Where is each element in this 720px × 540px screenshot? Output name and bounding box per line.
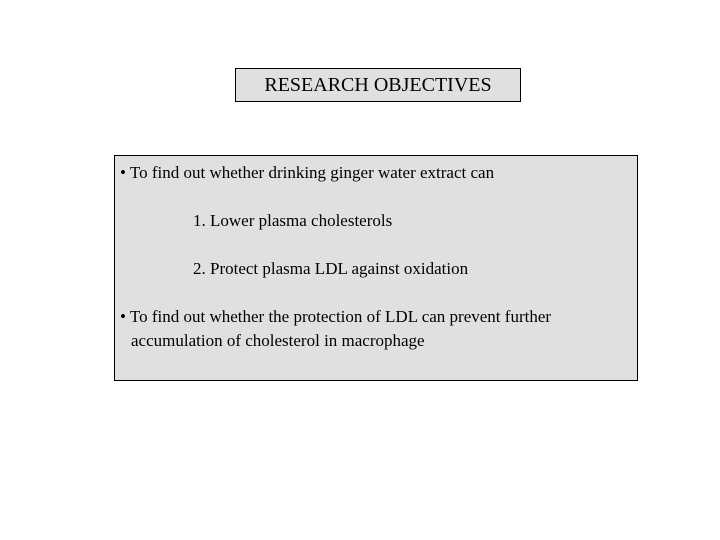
sub-objective-1: 1. Lower plasma cholesterols [193, 211, 393, 230]
objective-bullet-1: • To find out whether drinking ginger water extract can [120, 163, 495, 182]
objectives-box [114, 155, 638, 381]
objective-bullet-2-continuation: accumulation of cholesterol in macrophage [131, 331, 425, 350]
slide-title: RESEARCH OBJECTIVES [235, 68, 521, 102]
sub-objective-2: 2. Protect plasma LDL against oxidation [193, 259, 469, 278]
objective-bullet-2: • To find out whether the protection of LDL can prevent further [120, 307, 552, 326]
